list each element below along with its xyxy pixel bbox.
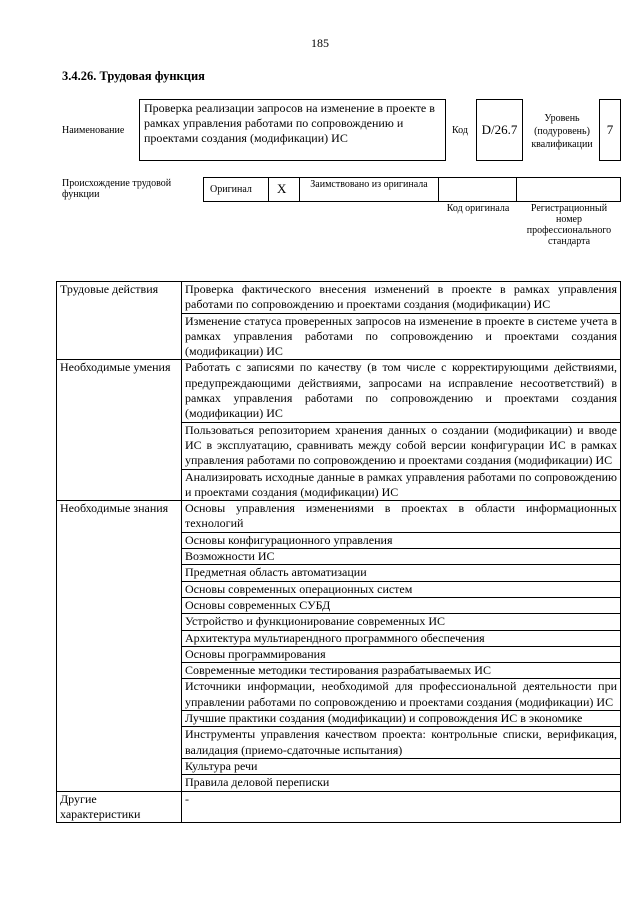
knowledge-item: Основы конфигурационного управления bbox=[182, 532, 621, 548]
knowledge-item: Основы современных СУБД bbox=[182, 597, 621, 613]
borrowed-label: Заимствовано из оригинала bbox=[310, 179, 428, 190]
knowledge-label: Необходимые знания bbox=[57, 501, 182, 791]
knowledge-item: Правила деловой переписки bbox=[182, 775, 621, 791]
origin-divider bbox=[438, 177, 439, 202]
labor-actions-label: Трудовые действия bbox=[57, 282, 182, 360]
level-label-line1: Уровень bbox=[544, 113, 580, 124]
skill-item: Работать с записями по качеству (в том числе с корректирующими действиями, предупреждающими действиями, запросами на исправление несоответствий) в рамках управления работами по сопровождению и проектами создания (модификации) ИС bbox=[182, 360, 621, 422]
table-row bbox=[57, 501, 621, 533]
origin-divider bbox=[620, 177, 621, 202]
skill-item: Пользоваться репозиторием хранения данных о создании (модификации) и вводе ИС в эксплуатацию, сравнивать между собой версии конфигурации ИС в рамках управления работами по сопровождению и проектами создания (модификации) ИС bbox=[182, 422, 621, 469]
function-name-box: Проверка реализации запросов на изменение в проекте в рамках управления работами по сопровождению и проектами создания (модификации) ИС bbox=[139, 99, 446, 161]
table-row bbox=[57, 282, 621, 314]
skills-label: Необходимые умения bbox=[57, 360, 182, 501]
table-row bbox=[57, 360, 621, 422]
origin-divider bbox=[516, 177, 517, 202]
code-value: D/26.7 bbox=[476, 99, 523, 161]
knowledge-item: Культура речи bbox=[182, 758, 621, 774]
original-mark: X bbox=[277, 181, 287, 196]
origin-divider bbox=[268, 177, 269, 202]
knowledge-item: Устройство и функционирование современных ИС bbox=[182, 614, 621, 630]
table-row bbox=[57, 791, 621, 823]
knowledge-item: Источники информации, необходимой для профессиональной деятельности при управлении работами по сопровождению и проектами создания (модификации) ИС bbox=[182, 679, 621, 711]
knowledge-item: Возможности ИС bbox=[182, 549, 621, 565]
origin-divider bbox=[203, 177, 204, 202]
knowledge-item: Предметная область автоматизации bbox=[182, 565, 621, 581]
knowledge-item: Современные методики тестирования разрабатываемых ИС bbox=[182, 663, 621, 679]
knowledge-item: Основы современных операционных систем bbox=[182, 581, 621, 597]
code-original-label: Код оригинала bbox=[446, 203, 510, 214]
other-characteristics-label: Другие характеристики bbox=[57, 791, 182, 823]
registration-number-label: Регистрационный номер профессионального стандарта bbox=[526, 203, 612, 247]
qualification-level-value: 7 bbox=[599, 99, 621, 161]
knowledge-item: Архитектура мультиарендного программного обеспечения bbox=[182, 630, 621, 646]
section-title: 3.4.26. Трудовая функция bbox=[62, 69, 205, 83]
level-label-line3: квалификации bbox=[531, 139, 593, 150]
other-characteristics-value: - bbox=[182, 791, 621, 823]
origin-divider bbox=[299, 177, 300, 202]
knowledge-item: Основы программирования bbox=[182, 646, 621, 662]
labor-function-table bbox=[56, 281, 621, 823]
origin-label: Происхождение трудовой функции bbox=[62, 178, 172, 200]
labor-action-item: Изменение статуса проверенных запросов на изменение в проекте в системе учета в рамках управления работами по сопровождению и проектами создания (модификации) ИС bbox=[182, 313, 621, 360]
page-number: 185 bbox=[311, 36, 329, 50]
qualification-level-label bbox=[529, 112, 595, 151]
code-label: Код bbox=[452, 125, 468, 136]
level-label-line2: (подуровень) bbox=[534, 126, 590, 137]
labor-action-item: Проверка фактического внесения изменений в проекте в рамках управления работами по сопровождению и проектами создания (модификации) ИС bbox=[182, 282, 621, 314]
original-label: Оригинал bbox=[210, 184, 252, 195]
skill-item: Анализировать исходные данные в рамках управления работами по сопровождению и проектами создания (модификации) ИС bbox=[182, 469, 621, 501]
knowledge-item: Основы управления изменениями в проектах в области информационных технологий bbox=[182, 501, 621, 533]
knowledge-item: Лучшие практики создания (модификации) и сопровождения ИС в экономике bbox=[182, 711, 621, 727]
knowledge-item: Инструменты управления качеством проекта: контрольные списки, верификация, валидация (приемо-сдаточные испытания) bbox=[182, 727, 621, 759]
name-label: Наименование bbox=[62, 125, 125, 136]
